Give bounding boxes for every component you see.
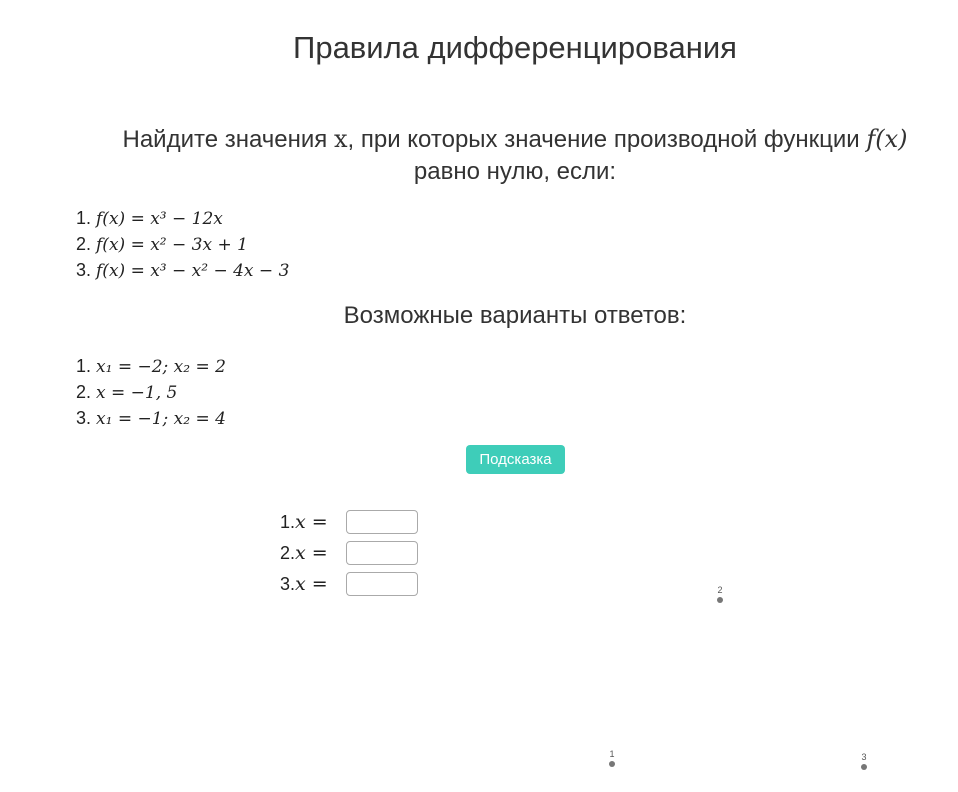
drop-marker-label: 2 [717, 585, 723, 595]
function-number: 1. [76, 208, 97, 228]
answer-input-1[interactable] [346, 510, 418, 534]
answer-formula: x₁ = −2; x₂ = 2 [96, 357, 226, 377]
answers-title: Возможные варианты ответов: [343, 302, 687, 329]
function-item [76, 258, 289, 284]
page-title: Правила дифференцирования [293, 30, 737, 65]
answer-input-2[interactable] [346, 541, 418, 565]
function-item [76, 206, 289, 232]
drop-marker-label: 3 [861, 752, 867, 762]
answer-input-label [280, 511, 346, 533]
answer-input-label [280, 542, 346, 564]
drop-marker-2[interactable] [710, 585, 730, 603]
drop-marker-dot [861, 764, 867, 770]
answer-input-number: 1. [280, 512, 296, 532]
answer-option[interactable] [76, 406, 226, 432]
drop-marker-1[interactable] [602, 749, 622, 767]
drop-marker-label: 1 [609, 749, 615, 759]
task-x-symbol: x [333, 125, 348, 153]
answers-list [76, 354, 226, 432]
answer-input-3[interactable] [346, 572, 418, 596]
answer-number: 1. [76, 356, 97, 376]
drop-marker-dot [609, 761, 615, 767]
task-text-part1: Найдите значения [122, 126, 334, 153]
answer-option[interactable] [76, 380, 226, 406]
answer-input-row-1 [280, 509, 418, 535]
answer-number: 3. [76, 408, 97, 428]
task-text-part3: равно нулю, если: [413, 158, 617, 185]
drop-marker-dot [717, 597, 723, 603]
function-number: 3. [76, 260, 97, 280]
answer-input-number: 3. [280, 574, 296, 594]
function-number: 2. [76, 234, 97, 254]
answer-input-row-3 [280, 571, 418, 597]
answer-input-math: x = [295, 542, 328, 564]
task-statement [90, 123, 940, 188]
functions-list [76, 206, 289, 284]
hint-button[interactable]: Подсказка [466, 445, 565, 474]
task-text-part2: , при которых значение производной функции [347, 126, 867, 153]
function-item [76, 232, 289, 258]
task-function-symbol: f(x) [866, 125, 908, 153]
function-formula: f(x) = x³ − x² − 4x − 3 [96, 261, 290, 281]
answer-option[interactable] [76, 354, 226, 380]
answer-input-label [280, 573, 346, 595]
answer-input-math: x = [295, 573, 328, 595]
answer-input-number: 2. [280, 543, 296, 563]
answer-input-math: x = [295, 511, 328, 533]
drop-marker-3[interactable] [854, 752, 874, 770]
answer-formula: x = −1, 5 [96, 383, 178, 403]
answer-number: 2. [76, 382, 97, 402]
answer-input-row-2 [280, 540, 418, 566]
answer-formula: x₁ = −1; x₂ = 4 [96, 409, 226, 429]
function-formula: f(x) = x² − 3x + 1 [96, 235, 248, 255]
function-formula: f(x) = x³ − 12x [96, 209, 223, 229]
